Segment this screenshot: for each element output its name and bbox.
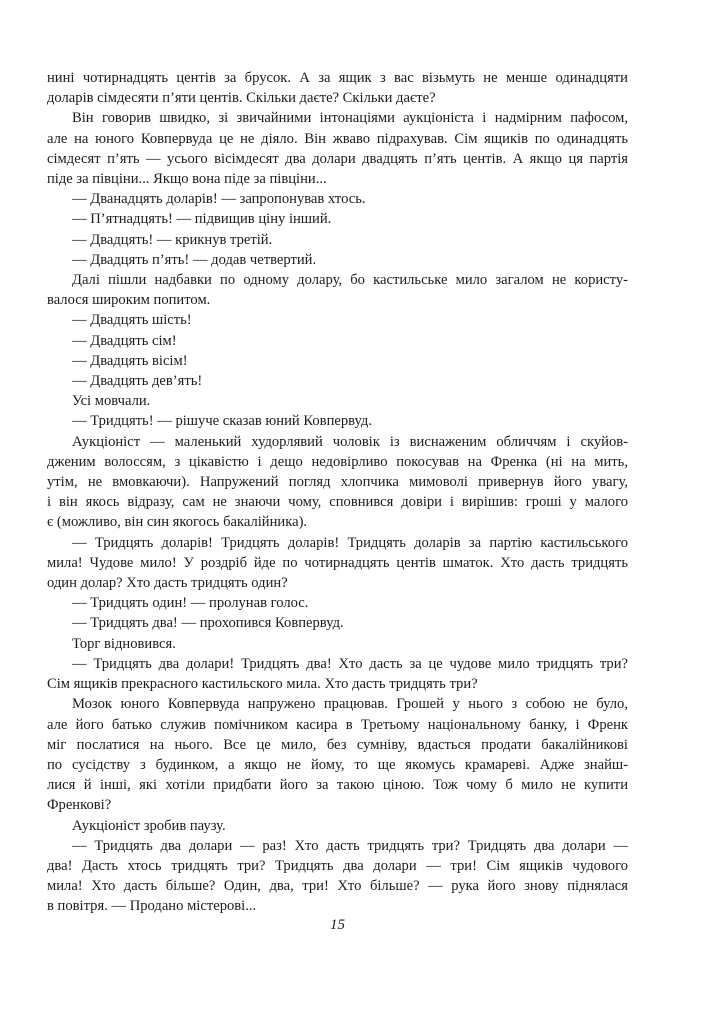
text-line: утім, не вмовкаючи). Напружений погляд хлопчика мимоволі привернув його увагу,	[47, 474, 628, 491]
text-line: і він якось відразу, сам не знаючи чому, сповнився довіри і вирішив: гроші у малого	[47, 494, 628, 511]
text-line: лися й інші, які хотіли придбати його за такою ціною. Тож чому б мило не купити	[47, 777, 628, 794]
text-line: — Двадцять шість!	[72, 312, 192, 329]
text-line: — Двадцять! — крикнув третій.	[72, 231, 273, 248]
text-line: Мозок юного Ковпервуда напружено працював. Грошей у нього з собою не було,	[72, 696, 628, 713]
text-line: — Двадцять п’ять! — додав четвертий.	[72, 251, 317, 268]
text-line: дженим волоссям, з цікавістю і дещо недовірливо покосував на Френка (ні на мить,	[47, 453, 628, 470]
text-line: по сусідству з будинком, а якщо не йому, то ще якомусь крамареві. Адже знайш-	[47, 756, 628, 773]
text-line: — Тридцять доларів! Тридцять доларів! Тридцять доларів за партію кастильського	[72, 534, 628, 551]
text-line: нині чотирнадцять центів за брусок. А за ящик з вас візьмуть не менше одинадцяти	[47, 70, 628, 86]
text-line: Усі мовчали.	[72, 393, 151, 410]
text-line: Аукціоніст — маленький худорлявий чоловік із виснаженим обличчям і скуйов-	[72, 433, 628, 450]
text-line: Сім ящиків прекрасного кастильского мила. Хто дасть тридцять три?	[47, 676, 478, 693]
text-line: доларів сімдесяти п’яти центів. Скільки даєте? Скільки даєте?	[47, 90, 436, 107]
page-text	[47, 68, 628, 917]
text-line: Торг відновився.	[72, 635, 176, 652]
text-line: — Дванадцять доларів! — запропонував хтось.	[72, 191, 366, 208]
page-number: 15	[330, 917, 345, 933]
text-line: в повітря. — Продано містерові...	[47, 898, 257, 915]
text-line: один долар? Хто дасть тридцять один?	[47, 575, 288, 592]
text-line: мила! Чудове мило! У роздріб йде по чотирнадцять центів шматок. Хто дасть тридцять	[47, 554, 628, 571]
text-line: два! Дасть хтось тридцять три? Тридцять два долари — три! Сім ящиків чудового	[47, 857, 628, 874]
text-line: Аукціоніст зробив паузу.	[72, 817, 226, 834]
text-line: але на юного Ковпервуда це не діяло. Він жваво підрахував. Сім ящиків по одинадцять	[47, 130, 628, 147]
text-line: — П’ятнадцять! — підвищив ціну інший.	[72, 211, 332, 228]
text-line: мила! Хто дасть більше? Один, два, три! Хто більше? — рука його знову піднялася	[47, 878, 628, 895]
text-line: — Тридцять! — рішуче сказав юний Ковпервуд.	[72, 413, 372, 430]
text-line: — Тридцять два долари! Тридцять два! Хто дасть за це чудове мило тридцять три?	[72, 655, 628, 672]
text-line: сімдесят п’ять — усього вісімдесят два долари двадцять п’ять центів. А якщо ця партія	[47, 150, 628, 167]
text-line: але його батько служив помічником касира в Третьому національному банку, і Френк	[47, 716, 628, 733]
text-line: — Двадцять сім!	[72, 332, 177, 349]
text-line: — Двадцять дев’ять!	[72, 373, 203, 390]
text-line: піде за півціни... Якщо вона піде за півціни...	[47, 171, 327, 188]
text-line: — Двадцять вісім!	[72, 352, 188, 369]
text-line: міг послатися на нього. Все це мило, без сумніву, вдасться продати бакалійникові	[47, 736, 628, 753]
text-line: — Тридцять два! — прохопився Ковпервуд.	[72, 615, 344, 632]
text-line: Далі пішли надбавки по одному долару, бо кастильське мило загалом не користу-	[72, 272, 628, 289]
text-line: — Тридцять два долари — раз! Хто дасть тридцять три? Тридцять два долари —	[72, 837, 628, 854]
text-line: — Тридцять один! — пролунав голос.	[72, 595, 309, 612]
text-line: є (можливо, він син якогось бакалійника).	[47, 514, 308, 531]
text-line: Він говорив швидко, зі звичайними інтонаціями аукціоніста і надмірним пафосом,	[72, 110, 628, 127]
text-line: Френкові?	[47, 797, 112, 814]
text-line: валося широким попитом.	[47, 292, 211, 309]
